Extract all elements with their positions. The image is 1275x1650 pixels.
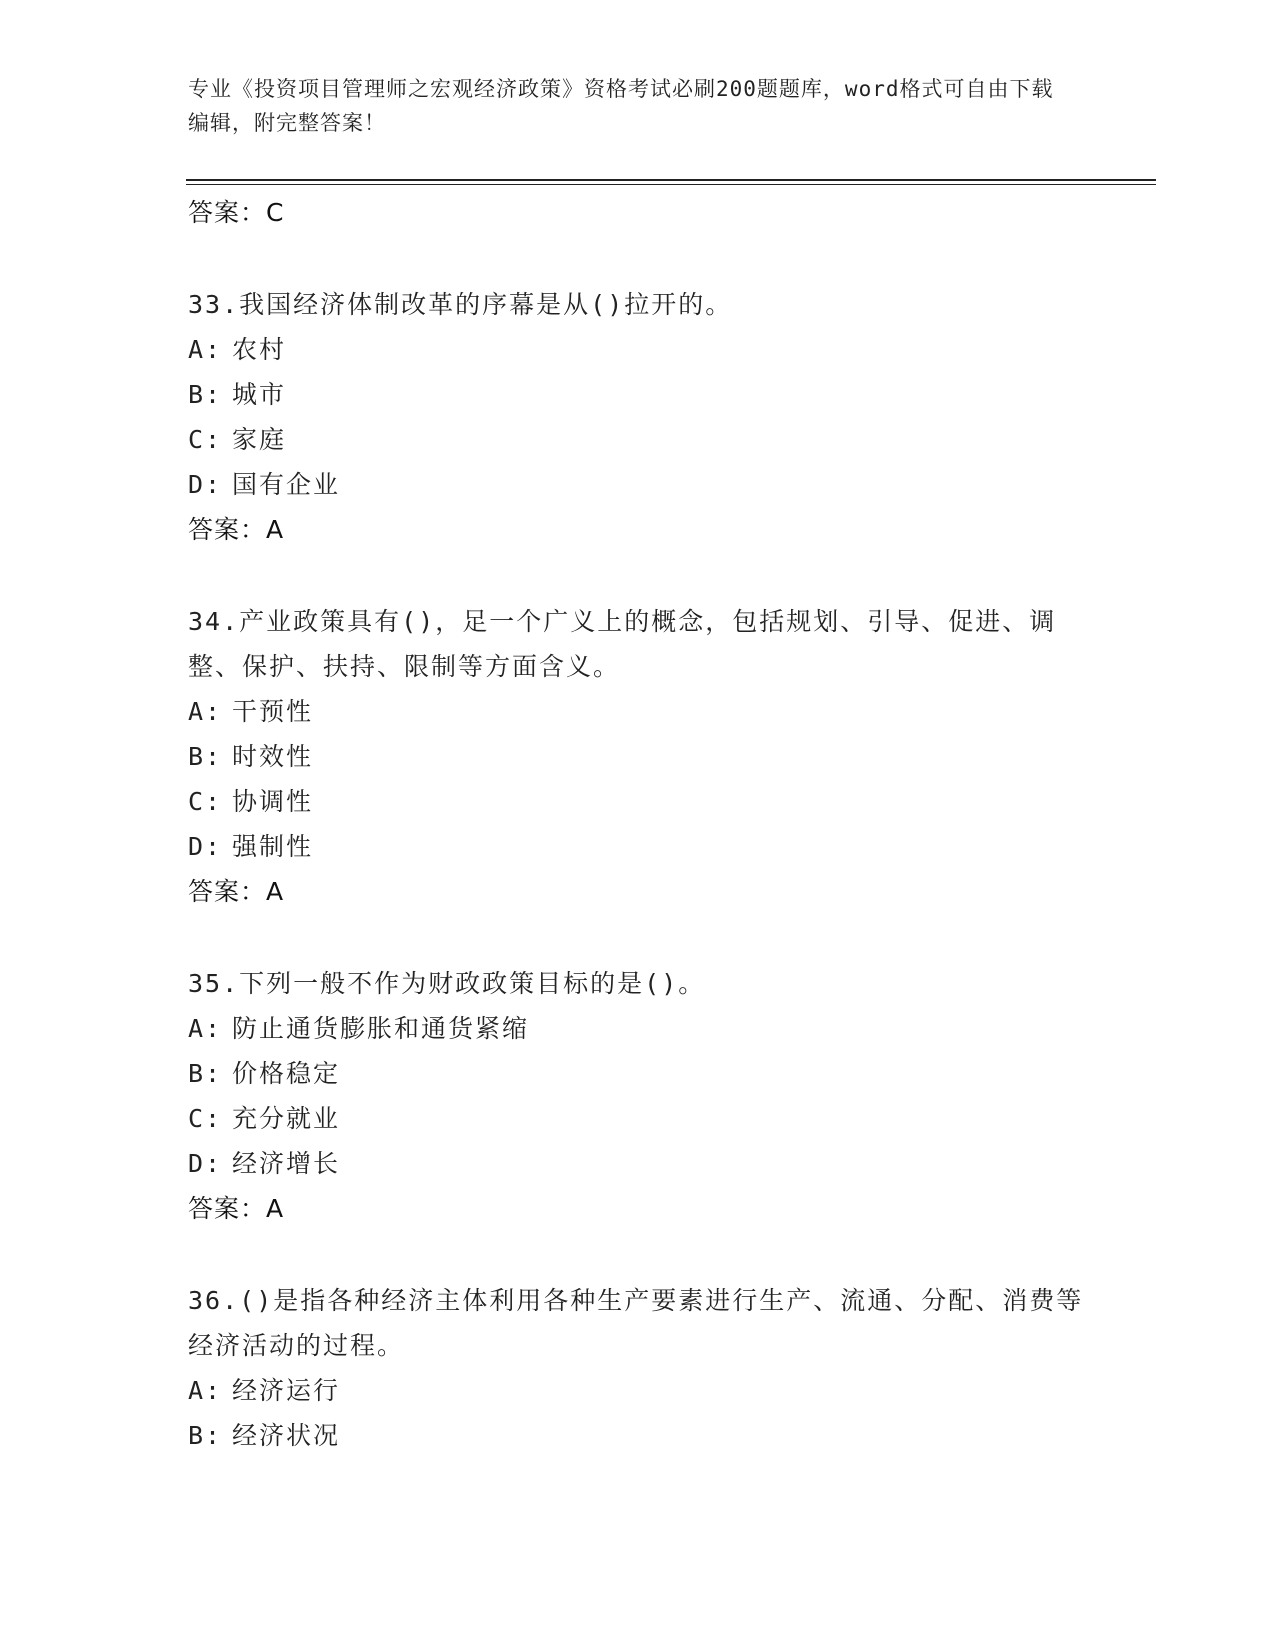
option-key: D:: [188, 470, 223, 499]
option-key: D:: [188, 1149, 223, 1178]
option-key: A:: [188, 697, 223, 726]
option-key: B:: [188, 1059, 223, 1088]
option-c: [188, 779, 1088, 824]
option-d: [188, 1141, 1088, 1186]
option-key: A:: [188, 1014, 223, 1043]
question-36: [188, 1278, 1088, 1458]
option-text: 协调性: [232, 787, 314, 816]
document-header: 专业《投资项目管理师之宏观经济政策》资格考试必刷200题题库，word格式可自由下载编辑，附完整答案！: [188, 77, 1054, 135]
option-text: 经济状况: [232, 1421, 341, 1450]
question-35: [188, 961, 1088, 1231]
option-key: B:: [188, 1421, 223, 1450]
option-text: 农村: [232, 335, 287, 364]
option-key: C:: [188, 1104, 223, 1133]
option-text: 防止通货膨胀和通货紧缩: [232, 1014, 530, 1043]
option-key: C:: [188, 787, 223, 816]
question-33: [188, 282, 1088, 552]
option-key: D:: [188, 832, 223, 861]
option-text: 价格稳定: [232, 1059, 341, 1088]
option-key: B:: [188, 380, 223, 409]
answer-line: 答案：A: [188, 515, 285, 544]
option-a: [188, 1368, 1088, 1413]
question-stem: 36.()是指各种经济主体利用各种生产要素进行生产、流通、分配、消费等经济活动的过程。: [188, 1286, 1084, 1360]
option-key: C:: [188, 425, 223, 454]
option-d: [188, 824, 1088, 869]
option-a: [188, 1006, 1088, 1051]
option-text: 时效性: [232, 742, 314, 771]
option-text: 国有企业: [232, 470, 341, 499]
option-c: [188, 1096, 1088, 1141]
option-text: 城市: [232, 380, 287, 409]
option-text: 家庭: [232, 425, 287, 454]
option-b: [188, 734, 1088, 779]
answer-line: 答案：A: [188, 877, 285, 906]
question-stem: 35.下列一般不作为财政政策目标的是()。: [188, 969, 706, 998]
option-text: 经济运行: [232, 1376, 341, 1405]
option-d: [188, 462, 1088, 507]
question-stem: 33.我国经济体制改革的序幕是从()拉开的。: [188, 290, 733, 319]
option-b: [188, 1413, 1088, 1458]
question-stem: 34.产业政策具有()，足一个广义上的概念，包括规划、引导、促进、调整、保护、扶持、限制等方面含义。: [188, 607, 1057, 681]
previous-answer: 答案：C: [188, 198, 285, 227]
option-a: [188, 327, 1088, 372]
option-text: 经济增长: [232, 1149, 341, 1178]
question-list: [188, 190, 1088, 1458]
header-divider-line: [186, 179, 1156, 181]
option-key: A:: [188, 1376, 223, 1405]
option-text: 强制性: [232, 832, 314, 861]
option-b: [188, 1051, 1088, 1096]
option-a: [188, 689, 1088, 734]
option-key: B:: [188, 742, 223, 771]
header-divider-line-thin: [186, 184, 1156, 185]
option-b: [188, 372, 1088, 417]
option-text: 充分就业: [232, 1104, 341, 1133]
option-c: [188, 417, 1088, 462]
option-key: A:: [188, 335, 223, 364]
option-text: 干预性: [232, 697, 314, 726]
answer-line: 答案：A: [188, 1194, 285, 1223]
question-34: [188, 599, 1088, 914]
